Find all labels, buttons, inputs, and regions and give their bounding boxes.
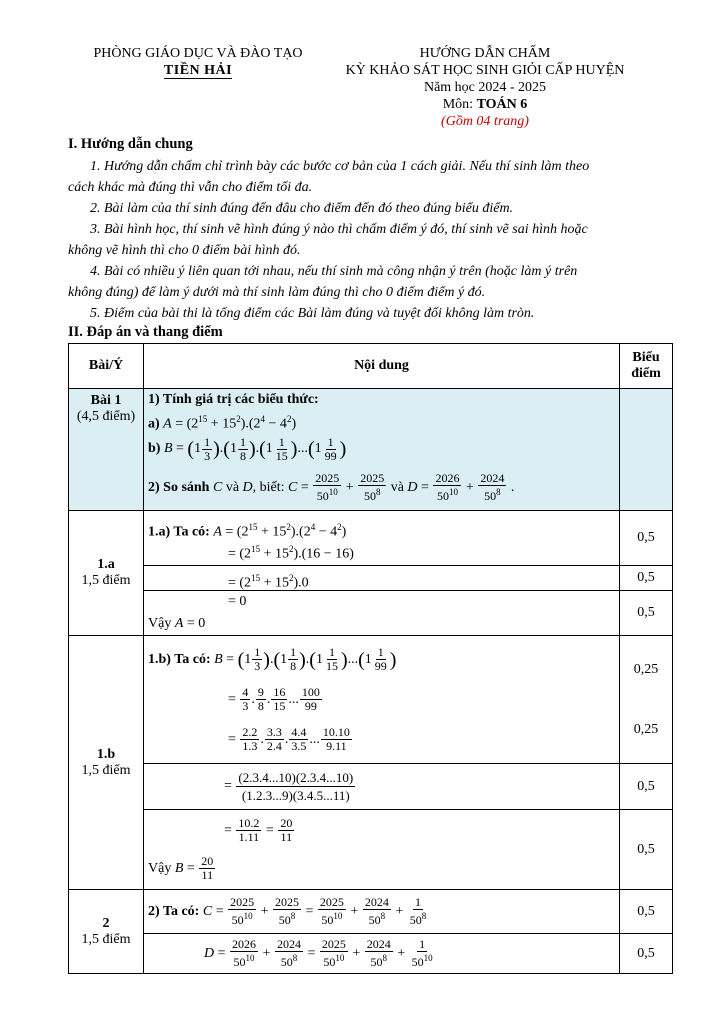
instruction-1: 1. Hướng dẫn chấm chỉ trình bày các bước cơ bản của 1 cách giải. Nếu thí sinh làm theo bbox=[90, 159, 590, 174]
table-row: = 0 Vậy A = 0 0,5 bbox=[69, 591, 673, 636]
instruction-3: 3. Bài hình học, thí sinh vẽ hình đúng ý nào thì chấm điểm ý đó, thí sinh vẽ sai hình hoặc bbox=[90, 222, 588, 237]
instruction-3-cont: không vẽ hình thì cho 0 điểm bài hình đó. bbox=[68, 243, 301, 258]
given-word: , biết: bbox=[252, 480, 285, 495]
district-name: TIỀN HẢI bbox=[163, 63, 233, 78]
answer-table bbox=[68, 343, 673, 974]
bai1-question1: 1) Tính giá trị các biểu thức: bbox=[148, 392, 319, 407]
instruction-2: 2. Bài làm của thí sinh đúng đến đâu cho điểm đến đó theo đúng biểu điểm. bbox=[90, 201, 514, 216]
table-header bbox=[69, 344, 673, 389]
r1b-label: 1.b bbox=[96, 746, 116, 762]
score-1a-1: 0,5 bbox=[620, 511, 673, 566]
r1a-intro: 1.a) Ta có: bbox=[148, 524, 210, 540]
table-row: 1.a 1,5 điểm 1.a) Ta có: $A = (2^{15} + 15^2).(2^4 - 4^2)$ = $(2^{15} + 15^2).(16 - 16)$ 0,5 bbox=[69, 511, 673, 566]
score-2-2: 0,5 bbox=[620, 934, 673, 974]
r1a-label: 1.a bbox=[97, 557, 115, 572]
instruction-1-cont: cách khác mà đúng thì vẫn cho điểm tối đa. bbox=[68, 180, 313, 195]
header-right bbox=[320, 45, 650, 130]
table-row: = $\frac{(2.3.4...10)(2.3.4...10)}{(1.2.3...9)(3.4.5...11)}$ 0,5 bbox=[69, 764, 673, 810]
bai1-label: Bài 1 bbox=[90, 393, 122, 408]
bai1-a: a) bbox=[148, 416, 160, 432]
bai1-question2: 2) So sánh bbox=[148, 480, 210, 495]
r1a-points: 1,5 điểm bbox=[81, 573, 131, 588]
col-content: Nội dung bbox=[144, 344, 620, 389]
score-1b-2: 0,25 bbox=[633, 721, 659, 737]
r2-intro: 2) Ta có: bbox=[148, 903, 200, 919]
r1a-conclusion: Vậy bbox=[148, 616, 172, 631]
general-instructions bbox=[68, 156, 672, 324]
section-general-title: I. Hướng dẫn chung bbox=[68, 136, 193, 152]
score-1b-3: 0,5 bbox=[620, 764, 673, 810]
instruction-4-cont: không đúng) để làm ý dưới mà thí sinh làm đúng thì cho 0 điểm điểm ý đó. bbox=[68, 285, 486, 300]
r2-points: 1,5 điểm bbox=[81, 931, 131, 947]
section-answer-title: II. Đáp án và thang điểm bbox=[68, 324, 223, 340]
r1b-points: 1,5 điểm bbox=[81, 762, 131, 778]
bai1-points: (4,5 điểm) bbox=[76, 409, 136, 424]
department-name: PHÒNG GIÁO DỤC VÀ ĐÀO TẠO bbox=[93, 46, 303, 61]
page-count: (Gồm 04 trang) bbox=[441, 114, 529, 129]
table-row: = $\frac{10.2}{1.11}$ = $\frac{20}{11}$ Vậy B = $\frac{20}{11}$ 0,5 bbox=[69, 810, 673, 890]
table-row: = $(2^{15} + 15^2).0$ 0,5 bbox=[69, 566, 673, 591]
table-row: 2 1,5 điểm 2) Ta có: C = $\frac{2025}{50^{10}}$ + $\frac{2025}{50^8}$ = $\frac{2025}{50^{10}}$ + $\frac{2024}{50^8}$ + $\frac{1}{50^8}$ 0,5 bbox=[69, 890, 673, 934]
header-left bbox=[68, 45, 328, 79]
instruction-4: 4. Bài có nhiều ý liên quan tới nhau, nếu thí sinh mà công nhận ý trên (hoặc làm ý trên bbox=[90, 264, 578, 279]
doc-title: HƯỚNG DẪN CHẤM bbox=[419, 46, 551, 61]
bai1-b: b) bbox=[148, 441, 161, 457]
school-year: Năm học 2024 - 2025 bbox=[423, 80, 547, 95]
table-row: Bài 1 (4,5 điểm) 1) Tính giá trị các biểu thức: a) $A = (2^{15} + 15^2).(2^4 - 4^2)$ b) B = (1 $\frac{1}{3}$ ).(1 $\frac{1}{8}$ ).(1 $\frac{1}{15}$ )...(1 $\frac{1}{99}$ ) 2) So sánh C và D, biết: C = $\frac{2025}{50^{10}}$ + $\frac{2025}{50^8}$ và D = $\frac{2026}{50^{10}}$ + $\frac{2024}{50^8}$ . bbox=[69, 389, 673, 511]
col-score: Biểu điểm bbox=[620, 344, 673, 389]
col-item: Bài/Ý bbox=[69, 344, 144, 389]
r2-label: 2 bbox=[102, 915, 110, 931]
r1b-conclusion: Vậy bbox=[148, 860, 172, 876]
and-word: và bbox=[225, 480, 240, 495]
table-row: 1.b 1,5 điểm 1.b) Ta có: B = (1 $\frac{1}{3}$ ).(1 $\frac{1}{8}$ ).(1 $\frac{1}{15}$ )...(1 $\frac{1}{99}$ ) = $\frac{4}{3}$ . $\frac{9}{8}$ . $\frac{16}{15}$ ... $\frac{100}{99}$ = $\frac{2.2}{1.3}$ . $\frac{3.3}{2.4}$ . $\frac{4.4}{3.5}$ ... $\frac{10.10}{9.11}$ 0,25 0,25 bbox=[69, 636, 673, 764]
score-1b-4: 0,5 bbox=[620, 810, 673, 890]
score-1a-3: 0,5 bbox=[620, 591, 673, 636]
score-2-1: 0,5 bbox=[620, 890, 673, 934]
score-1a-2: 0,5 bbox=[620, 566, 673, 591]
table-row: D = $\frac{2026}{50^{10}}$ + $\frac{2024}{50^8}$ = $\frac{2025}{50^{10}}$ + $\frac{2024}{50^8}$ + $\frac{1}{50^{10}}$ 0,5 bbox=[69, 934, 673, 974]
r1b-intro: 1.b) Ta có: bbox=[148, 651, 211, 667]
exam-title: KỲ KHẢO SÁT HỌC SINH GIỎI CẤP HUYỆN bbox=[345, 63, 625, 78]
instruction-5: 5. Điểm của bài thi là tổng điểm các Bài làm đúng và tuyệt đối không làm tròn. bbox=[90, 306, 535, 321]
subject: Môn: TOÁN 6 bbox=[442, 97, 528, 112]
score-1b-1: 0,25 bbox=[633, 661, 659, 677]
